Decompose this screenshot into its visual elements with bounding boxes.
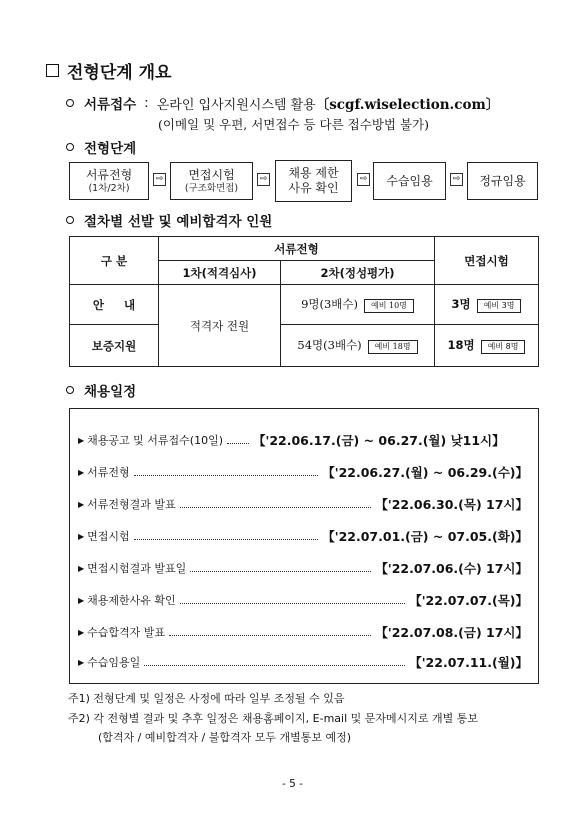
schedule-item — [78, 463, 528, 481]
application-text: 온라인 입사지원시스템 활용 — [156, 97, 316, 113]
leader-dots — [169, 629, 371, 636]
step-probation — [373, 162, 446, 200]
schedule-item — [78, 527, 528, 545]
schedule-date: 【'22.07.11.(월)】 — [409, 655, 528, 670]
step-title: 수습임용 — [386, 173, 433, 188]
step-regular — [467, 162, 538, 200]
step-interview — [170, 162, 253, 200]
step-title-line2: 사유 확인 — [288, 181, 339, 195]
leader-dots — [227, 437, 249, 444]
row-second — [281, 325, 435, 367]
steps-heading — [66, 137, 136, 157]
schedule-label: 면접시험결과 발표일 — [87, 562, 187, 575]
arrow-right-icon: ⇨ — [450, 173, 463, 186]
schedule-date: 【'22.06.27.(월) ~ 06.29.(수)】 — [322, 465, 528, 480]
step-title: 정규임용 — [479, 173, 526, 188]
step-sub: (1차/2차) — [88, 182, 130, 194]
leader-dots — [180, 597, 406, 604]
step-title: 서류전형 — [85, 167, 133, 182]
col-first: 1차(적격심사) — [159, 261, 281, 285]
schedule-heading — [66, 380, 136, 400]
schedule-date: 【'22.06.17.(금) ~ 06.27.(월) 낮11시】 — [253, 433, 505, 448]
schedule-item — [78, 653, 528, 671]
triangle-bullet-icon: ▶ — [78, 595, 85, 605]
circle-bullet-icon — [66, 216, 74, 224]
second-count: 9명(3배수) — [301, 297, 358, 311]
arrow-right-icon: ⇨ — [257, 173, 270, 186]
schedule-item — [78, 495, 528, 513]
note-2-sub: (합격자 / 예비합격자 / 불합격자 모두 개별통보 예정) — [98, 731, 351, 744]
triangle-bullet-icon: ▶ — [78, 563, 85, 573]
row-interview — [435, 325, 539, 367]
step-sub: (구조화면접) — [184, 182, 239, 194]
triangle-bullet-icon: ▶ — [78, 531, 85, 541]
second-count: 54명(3배수) — [297, 338, 362, 352]
application-line — [66, 93, 499, 113]
reserve-tag: 예비 3명 — [477, 299, 522, 313]
circle-bullet-icon — [66, 386, 74, 394]
steps-heading-text: 전형단계 — [84, 141, 137, 157]
schedule-label: 서류전형 — [87, 466, 130, 479]
schedule-label: 채용제한사유 확인 — [87, 594, 176, 607]
first-all: 적격자 전원 — [159, 285, 281, 367]
schedule-box — [69, 408, 539, 684]
application-label: 서류접수 — [84, 97, 137, 113]
reserve-tag: 예비 8명 — [481, 340, 526, 354]
interview-count: 18명 — [447, 338, 475, 352]
triangle-bullet-icon: ▶ — [78, 467, 85, 477]
section-title — [46, 58, 171, 83]
selection-table — [69, 236, 539, 367]
application-note: (이메일 및 우편, 서면접수 등 다른 접수방법 불가) — [158, 117, 429, 132]
col-second: 2차(정성평가) — [281, 261, 435, 285]
leader-dots — [190, 565, 371, 572]
selection-heading-text: 절차별 선발 및 예비합격자 인원 — [84, 214, 273, 230]
row-second — [281, 285, 435, 325]
col-interview: 면접시험 — [435, 237, 539, 285]
schedule-label: 서류전형결과 발표 — [87, 498, 176, 511]
schedule-label: 수습합격자 발표 — [87, 626, 166, 639]
step-document — [69, 162, 149, 200]
circle-bullet-icon — [66, 143, 74, 151]
triangle-bullet-icon: ▶ — [78, 627, 85, 637]
schedule-item — [78, 623, 528, 641]
schedule-item — [78, 591, 528, 609]
row-interview — [435, 285, 539, 325]
note-1: 주1) 전형단계 및 일정은 사정에 따라 일부 조정될 수 있음 — [68, 692, 345, 705]
row-name: 보증지원 — [70, 325, 159, 367]
schedule-date: 【'22.07.01.(금) ~ 07.05.(화)】 — [322, 529, 528, 544]
schedule-item — [78, 431, 528, 449]
note-2: 주2) 각 전형별 결과 및 추후 일정은 채용홈페이지, E-mail 및 문자메시지로 개별 통보 — [68, 712, 479, 725]
leader-dots — [134, 469, 319, 476]
application-url: 〔scgf.wiselection.com〕 — [315, 97, 500, 113]
col-division: 구 분 — [70, 237, 159, 285]
arrow-right-icon: ⇨ — [357, 173, 370, 186]
schedule-date: 【'22.06.30.(목) 17시】 — [375, 497, 528, 512]
col-document: 서류전형 — [159, 237, 435, 261]
schedule-label: 면접시험 — [87, 530, 130, 543]
arrow-right-icon: ⇨ — [153, 173, 166, 186]
schedule-date: 【'22.07.07.(목)】 — [409, 593, 528, 608]
schedule-date: 【'22.07.08.(금) 17시】 — [375, 625, 528, 640]
step-title: 채용 제한 — [288, 166, 339, 180]
reserve-tag: 예비 18명 — [368, 340, 418, 354]
page-number: - 5 - — [282, 778, 303, 790]
table-row — [70, 325, 539, 367]
triangle-bullet-icon: ▶ — [78, 657, 85, 667]
step-title: 면접시험 — [188, 167, 235, 182]
selection-heading — [66, 210, 272, 230]
row-name: 안 내 — [70, 285, 159, 325]
schedule-label: 수습임용일 — [87, 656, 141, 669]
schedule-item — [78, 559, 528, 577]
schedule-label: 채용공고 및 서류접수(10일) — [87, 434, 223, 447]
leader-dots — [134, 533, 319, 540]
table-row — [70, 285, 539, 325]
leader-dots — [180, 501, 372, 508]
schedule-heading-text: 채용일정 — [84, 384, 137, 400]
schedule-date: 【'22.07.06.(수) 17시】 — [375, 561, 528, 576]
triangle-bullet-icon: ▶ — [78, 435, 85, 445]
section-title-text: 전형단계 개요 — [67, 63, 172, 83]
checkbox-square-icon — [46, 64, 59, 77]
step-restriction-check — [275, 160, 352, 202]
triangle-bullet-icon: ▶ — [78, 499, 85, 509]
circle-bullet-icon — [66, 99, 74, 107]
leader-dots — [144, 659, 405, 666]
application-colon: : — [144, 95, 149, 111]
interview-count: 3명 — [451, 297, 471, 311]
reserve-tag: 예비 10명 — [364, 299, 414, 313]
